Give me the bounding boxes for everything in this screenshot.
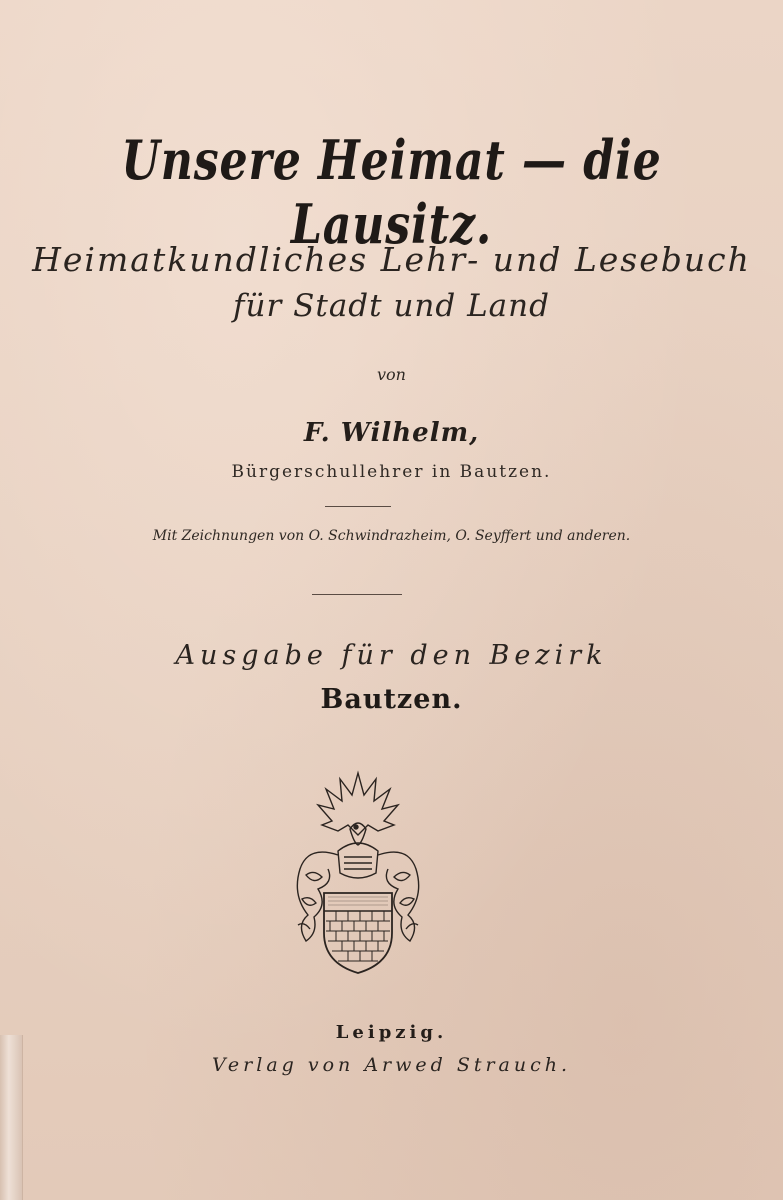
- edition-label: Ausgabe für den Bezirk: [175, 640, 608, 671]
- publisher-name: Verlag von Arwed Strauch.: [211, 1054, 572, 1076]
- illustrations-note: Mit Zeichnungen von O. Schwindrazheim, O. Seyffert und anderen.: [152, 528, 631, 544]
- divider-rule: [312, 594, 402, 595]
- publication-place: Leipzig.: [335, 1022, 448, 1043]
- by-label: von: [377, 365, 406, 384]
- divider-rule: [325, 506, 391, 507]
- coat-of-arms-eagle-icon: [278, 765, 438, 977]
- subtitle-line-2: für Stadt und Land: [233, 288, 550, 324]
- district-name: Bautzen.: [320, 684, 463, 715]
- subtitle-line-1: Heimatkundliches Lehr- und Lesebuch: [32, 240, 751, 279]
- author-name: F. Wilhelm,: [303, 418, 480, 448]
- author-role: Bürgerschullehrer in Bautzen.: [231, 462, 552, 482]
- book-title: Unsere Heimat — die Lausitz.: [121, 128, 662, 256]
